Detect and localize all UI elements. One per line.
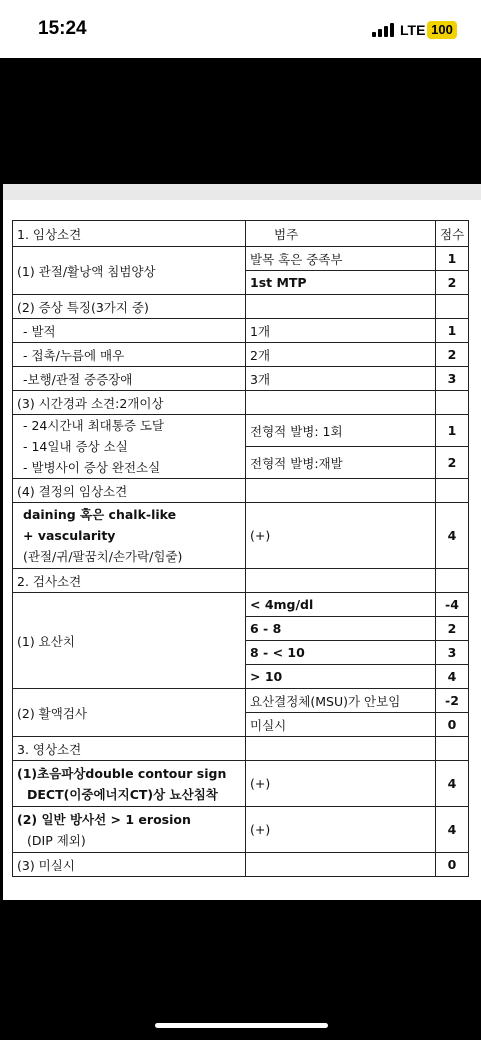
category-cell: 6 - 8 [246, 617, 436, 641]
label-cell [13, 415, 246, 479]
score-cell: 4 [436, 503, 469, 569]
category-cell: < 4mg/dl [246, 593, 436, 617]
category-cell: 미실시 [246, 713, 436, 737]
table-row [13, 853, 469, 877]
label-cell: (3) 미실시 [13, 853, 246, 877]
empty-cell [436, 479, 469, 503]
network-label: LTE [400, 22, 426, 38]
table-row [13, 295, 469, 319]
criterion-line: daining 혹은 chalk-like [23, 507, 177, 522]
empty-cell [246, 853, 436, 877]
battery-icon: 100 [427, 21, 457, 39]
table-row [13, 367, 469, 391]
score-cell: 3 [436, 641, 469, 665]
category-cell: > 10 [246, 665, 436, 689]
label-cell: 2. 검사소견 [13, 569, 246, 593]
table-row [13, 503, 469, 569]
category-cell: (+) [246, 503, 436, 569]
label-cell: (1) 요산치 [13, 593, 246, 689]
empty-cell [246, 391, 436, 415]
empty-cell [246, 479, 436, 503]
table-row [13, 247, 469, 271]
score-cell: 2 [436, 447, 469, 479]
label-cell: 3. 영상소견 [13, 737, 246, 761]
criterion-line: DECT(이중에너지CT)상 뇨산침착 [27, 786, 218, 802]
score-cell: 2 [436, 617, 469, 641]
empty-cell [246, 569, 436, 593]
header-cell: 범주 [246, 221, 436, 247]
score-cell: 3 [436, 367, 469, 391]
clock: 15:24 [38, 18, 87, 39]
table-row [13, 415, 469, 447]
category-cell: 2개 [246, 343, 436, 367]
criterion-line: (2) 일반 방사선 > 1 erosion [17, 811, 191, 827]
photo-viewer-image[interactable] [3, 184, 481, 900]
header-cell: 점수 [436, 221, 469, 247]
category-cell: 요산결정체(MSU)가 안보임 [246, 689, 436, 713]
category-cell: (+) [246, 807, 436, 853]
criterion-line: (1)초음파상double contour sign [17, 765, 227, 781]
table-row [13, 343, 469, 367]
score-cell: 2 [436, 343, 469, 367]
category-cell: 3개 [246, 367, 436, 391]
label-cell [13, 807, 246, 853]
empty-cell [436, 391, 469, 415]
table-row [13, 807, 469, 853]
score-cell: 1 [436, 415, 469, 447]
table-row [13, 689, 469, 713]
score-cell: 1 [436, 319, 469, 343]
category-cell: 발목 혹은 중족부 [246, 247, 436, 271]
paper-edge [3, 184, 481, 200]
label-cell: (2) 증상 특징(3가지 중) [13, 295, 246, 319]
table-row [13, 593, 469, 617]
category-cell: (+) [246, 761, 436, 807]
category-cell: 1개 [246, 319, 436, 343]
label-cell [13, 761, 246, 807]
empty-cell [246, 295, 436, 319]
table-row [13, 221, 469, 247]
label-cell: (2) 활액검사 [13, 689, 246, 737]
category-cell: 1st MTP [246, 271, 436, 295]
category-cell: 8 - < 10 [246, 641, 436, 665]
table-row [13, 479, 469, 503]
criterion-line: - 발병사이 증상 완전소실 [23, 460, 161, 475]
header-cell: 1. 임상소견 [13, 221, 246, 247]
table-row [13, 761, 469, 807]
table-row [13, 319, 469, 343]
score-cell: 2 [436, 271, 469, 295]
table-row [13, 737, 469, 761]
status-bar [0, 0, 481, 58]
label-cell: -보행/관절 중증장애 [13, 367, 246, 391]
criterion-line: - 14일내 증상 소실 [23, 439, 128, 454]
label-cell: - 접촉/누름에 매우 [13, 343, 246, 367]
criterion-line: + vascularity [23, 528, 116, 543]
category-cell: 전형적 발병:재발 [246, 447, 436, 479]
empty-cell [436, 569, 469, 593]
score-cell: 4 [436, 665, 469, 689]
criterion-line: (관절/귀/팔꿈치/손가락/힘줄) [23, 549, 183, 564]
criterion-line: - 24시간내 최대통증 도달 [23, 418, 165, 433]
empty-cell [436, 295, 469, 319]
table-row [13, 569, 469, 593]
score-cell: 0 [436, 713, 469, 737]
label-cell: (4) 결정의 임상소견 [13, 479, 246, 503]
table-row [13, 391, 469, 415]
criteria-table [12, 220, 469, 877]
score-cell: 0 [436, 853, 469, 877]
score-cell: 1 [436, 247, 469, 271]
score-cell: 4 [436, 761, 469, 807]
criterion-line: (DIP 제외) [27, 832, 86, 848]
signal-icon [372, 23, 394, 37]
score-cell: -2 [436, 689, 469, 713]
empty-cell [246, 737, 436, 761]
label-cell [13, 503, 246, 569]
label-cell: (3) 시간경과 소견:2개이상 [13, 391, 246, 415]
category-cell: 전형적 발병: 1회 [246, 415, 436, 447]
score-cell: 4 [436, 807, 469, 853]
score-cell: -4 [436, 593, 469, 617]
empty-cell [436, 737, 469, 761]
label-cell: - 발적 [13, 319, 246, 343]
label-cell: (1) 관절/활낭액 침범양상 [13, 247, 246, 295]
home-indicator[interactable] [155, 1023, 328, 1028]
